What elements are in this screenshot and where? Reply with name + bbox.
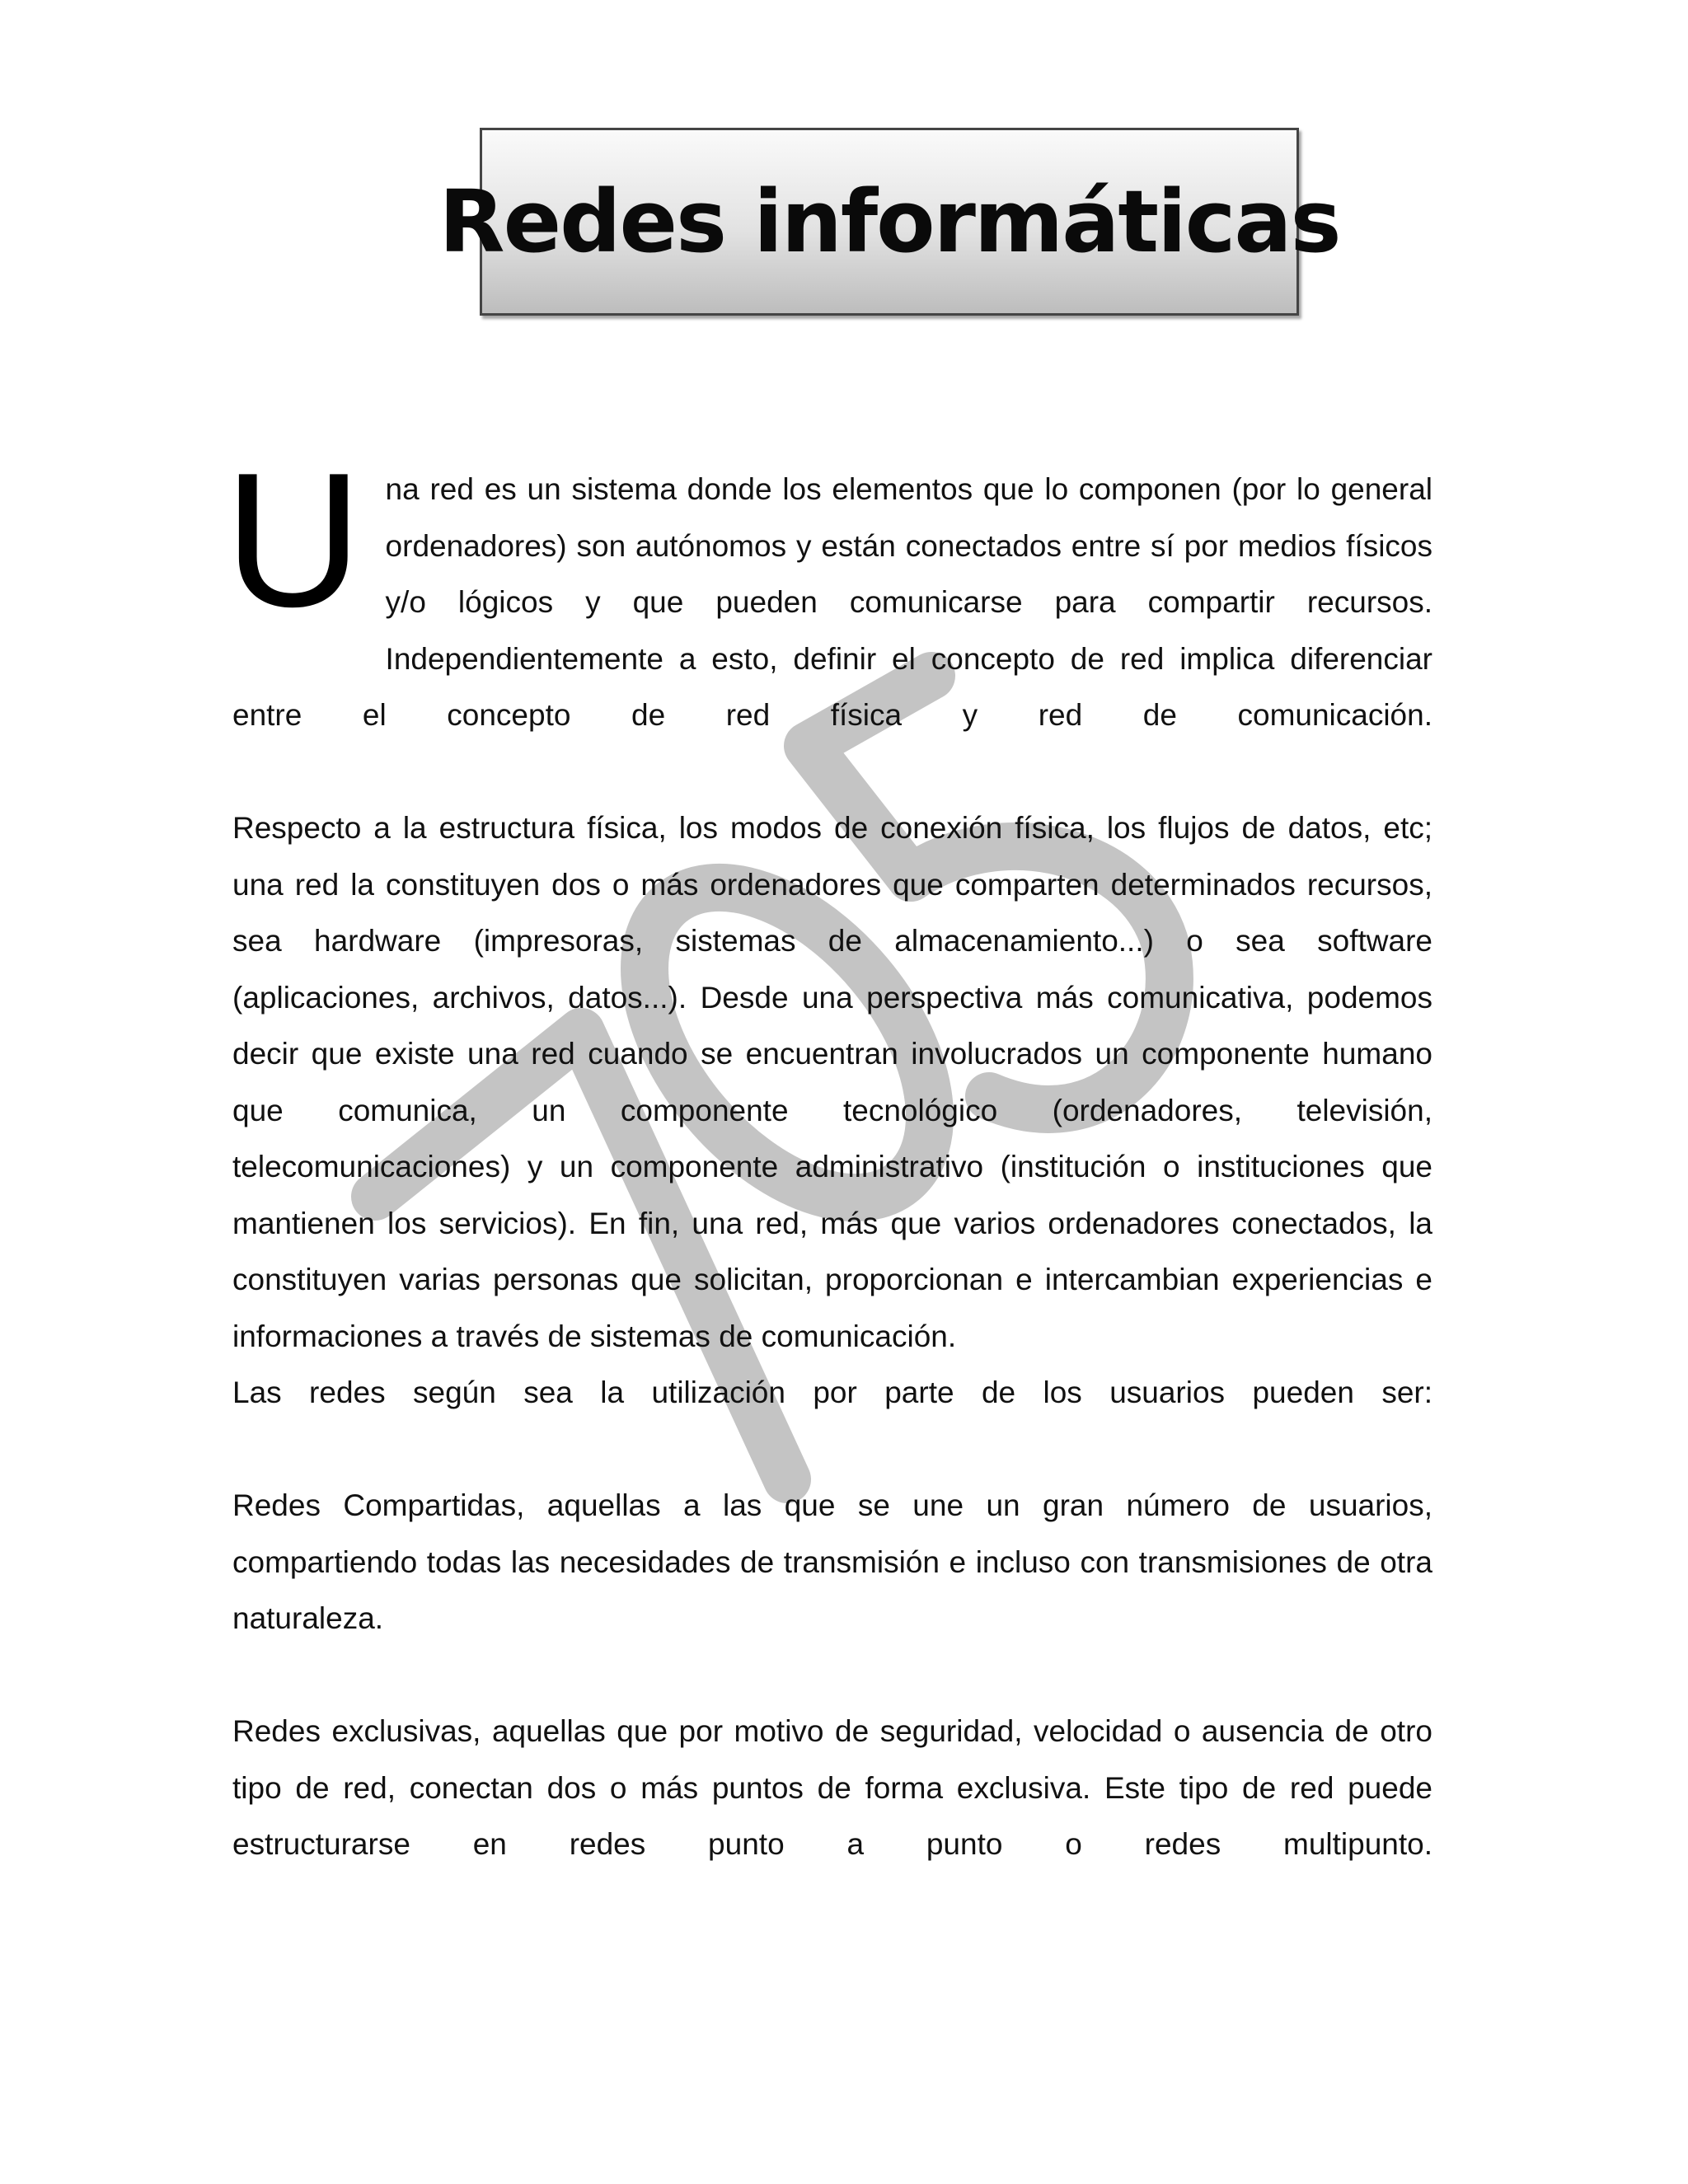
paragraph-structure: Respecto a la estructura física, los modos de conexión física, los flujos de datos, etc; una red la constituyen dos o más ordenadores que comparten determinados recursos, sea hardware (impresoras, sistemas de almacenamiento...) o sea software (aplicaciones, archivos, datos...). Desde una perspectiva más comunicativa, podemos decir que existe una red cuando se encuentran involucrados un componente humano que comunica, un componente tecnológico (ordenadores, televisión, telecomunicaciones) y un componente administrativo (institución o instituciones que mantienen los servicios). En fin, una red, más que varios ordenadores conectados, la constituyen varias personas que solicitan, proporcionan e intercambian experiencias e informaciones a través de sistemas de comunicación. <box>232 811 1432 1353</box>
intro-text: na red es un sistema donde los elementos que lo componen (por lo general ordenadores) son autónomos y están conectados entre sí por medios físicos y/o lógicos y que pueden comunicarse para compartir recursos. Independientemente a esto, definir el concepto de red implica diferenciar entre el concepto de red física y red de comunicación. <box>232 472 1432 732</box>
body-text <box>224 434 1432 1873</box>
paragraph-shared-networks: Redes Compartidas, aquellas a las que se une un gran número de usuarios, compartiendo todas las necesidades de transmisión e incluso con transmisiones de otra naturaleza. <box>232 1488 1432 1635</box>
title-box <box>438 128 1340 316</box>
paragraph-exclusive-networks: Redes exclusivas, aquellas que por motivo de seguridad, velocidad o ausencia de otro tipo de red, conectan dos o más puntos de forma exclusiva. Este tipo de red puede estructurarse en redes punto a punto o redes multipunto. <box>232 1714 1432 1861</box>
page-title: Redes informáticas <box>438 171 1340 272</box>
paragraph-types-intro: Las redes según sea la utilización por parte de los usuarios pueden ser: <box>232 1376 1432 1409</box>
paragraph-intro <box>224 434 1432 744</box>
drop-cap: U <box>224 434 363 647</box>
